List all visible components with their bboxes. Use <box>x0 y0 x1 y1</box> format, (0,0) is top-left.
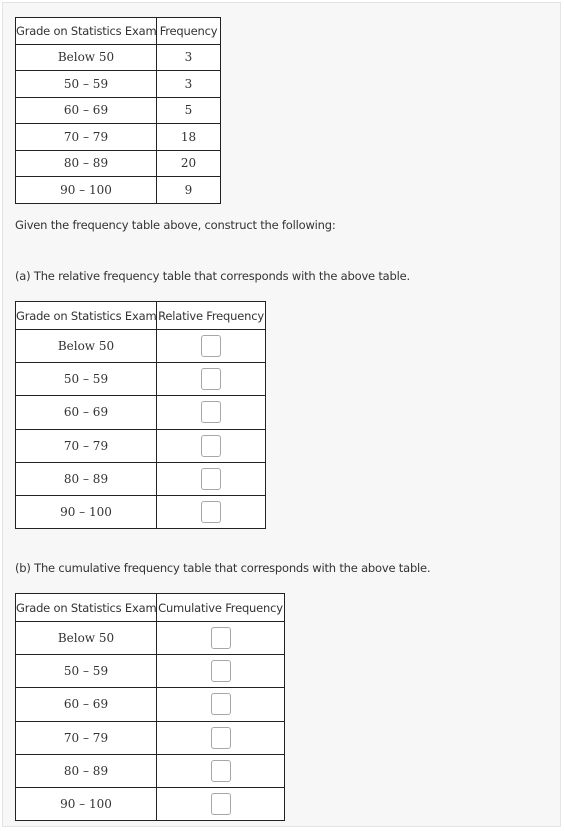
table-row <box>16 396 266 429</box>
grade-cell: 50 – 59 <box>16 655 157 688</box>
relative-frequency-table <box>15 301 266 529</box>
part-b-prompt: (b) The cumulative frequency table that corresponds with the above table. <box>15 561 431 575</box>
answer-cell <box>157 721 285 754</box>
question-panel <box>2 2 561 827</box>
table-header-row <box>16 302 266 330</box>
cumulative-frequency-input[interactable] <box>211 627 231 649</box>
table-row <box>16 330 266 363</box>
table-row <box>16 688 285 721</box>
grade-column-header: Grade on Statistics Exam <box>16 594 157 622</box>
table-row <box>16 177 221 204</box>
grade-cell: 50 – 59 <box>16 363 157 396</box>
table-row <box>16 429 266 462</box>
grade-cell: Below 50 <box>16 44 157 71</box>
cumulative-frequency-input[interactable] <box>211 660 231 682</box>
relative-frequency-input[interactable] <box>201 401 221 423</box>
answer-cell <box>157 787 285 820</box>
frequency-cell: 9 <box>157 177 221 204</box>
answer-cell <box>157 363 266 396</box>
answer-cell <box>157 462 266 495</box>
grade-column-header: Grade on Statistics Exam <box>16 302 157 330</box>
relative-frequency-input[interactable] <box>201 435 221 457</box>
cumulative-frequency-input[interactable] <box>211 693 231 715</box>
grade-cell: 70 – 79 <box>16 124 157 151</box>
grade-cell: 80 – 89 <box>16 754 157 787</box>
grade-cell: 90 – 100 <box>16 177 157 204</box>
answer-cell <box>157 495 266 528</box>
table-row <box>16 655 285 688</box>
grade-cell: 60 – 69 <box>16 97 157 124</box>
grade-cell: 70 – 79 <box>16 429 157 462</box>
frequency-column-header: Frequency <box>157 18 221 45</box>
table-row <box>16 754 285 787</box>
frequency-cell: 5 <box>157 97 221 124</box>
grade-cell: 80 – 89 <box>16 150 157 177</box>
relative-frequency-input[interactable] <box>201 335 221 357</box>
grade-cell: Below 50 <box>16 622 157 655</box>
frequency-cell: 18 <box>157 124 221 151</box>
relative-frequency-input[interactable] <box>201 468 221 490</box>
cumulative-frequency-input[interactable] <box>211 793 231 815</box>
relative-frequency-input[interactable] <box>201 368 221 390</box>
cumulative-frequency-column-header: Cumulative Frequency <box>157 594 285 622</box>
answer-cell <box>157 688 285 721</box>
grade-cell: 90 – 100 <box>16 787 157 820</box>
grade-cell: 50 – 59 <box>16 71 157 98</box>
relative-frequency-column-header: Relative Frequency <box>157 302 266 330</box>
cumulative-frequency-table <box>15 593 285 821</box>
answer-cell <box>157 330 266 363</box>
table-row <box>16 495 266 528</box>
answer-cell <box>157 655 285 688</box>
table-row <box>16 363 266 396</box>
table-row <box>16 462 266 495</box>
grade-cell: Below 50 <box>16 330 157 363</box>
table-row <box>16 71 221 98</box>
table-row <box>16 44 221 71</box>
frequency-cell: 3 <box>157 44 221 71</box>
table-row <box>16 97 221 124</box>
frequency-table <box>15 17 221 204</box>
grade-cell: 80 – 89 <box>16 462 157 495</box>
answer-cell <box>157 622 285 655</box>
frequency-cell: 3 <box>157 71 221 98</box>
table-header-row <box>16 594 285 622</box>
answer-cell <box>157 396 266 429</box>
grade-cell: 90 – 100 <box>16 495 157 528</box>
grade-cell: 70 – 79 <box>16 721 157 754</box>
grade-column-header: Grade on Statistics Exam <box>16 18 157 45</box>
table-row <box>16 787 285 820</box>
grade-cell: 60 – 69 <box>16 396 157 429</box>
cumulative-frequency-input[interactable] <box>211 727 231 749</box>
table-row <box>16 622 285 655</box>
grade-cell: 60 – 69 <box>16 688 157 721</box>
table-row <box>16 150 221 177</box>
instruction-text: Given the frequency table above, construct the following: <box>15 218 336 232</box>
table-row <box>16 721 285 754</box>
cumulative-frequency-input[interactable] <box>211 760 231 782</box>
table-header-row <box>16 18 221 45</box>
answer-cell <box>157 429 266 462</box>
relative-frequency-input[interactable] <box>201 501 221 523</box>
answer-cell <box>157 754 285 787</box>
table-row <box>16 124 221 151</box>
frequency-cell: 20 <box>157 150 221 177</box>
part-a-prompt: (a) The relative frequency table that corresponds with the above table. <box>15 269 410 283</box>
